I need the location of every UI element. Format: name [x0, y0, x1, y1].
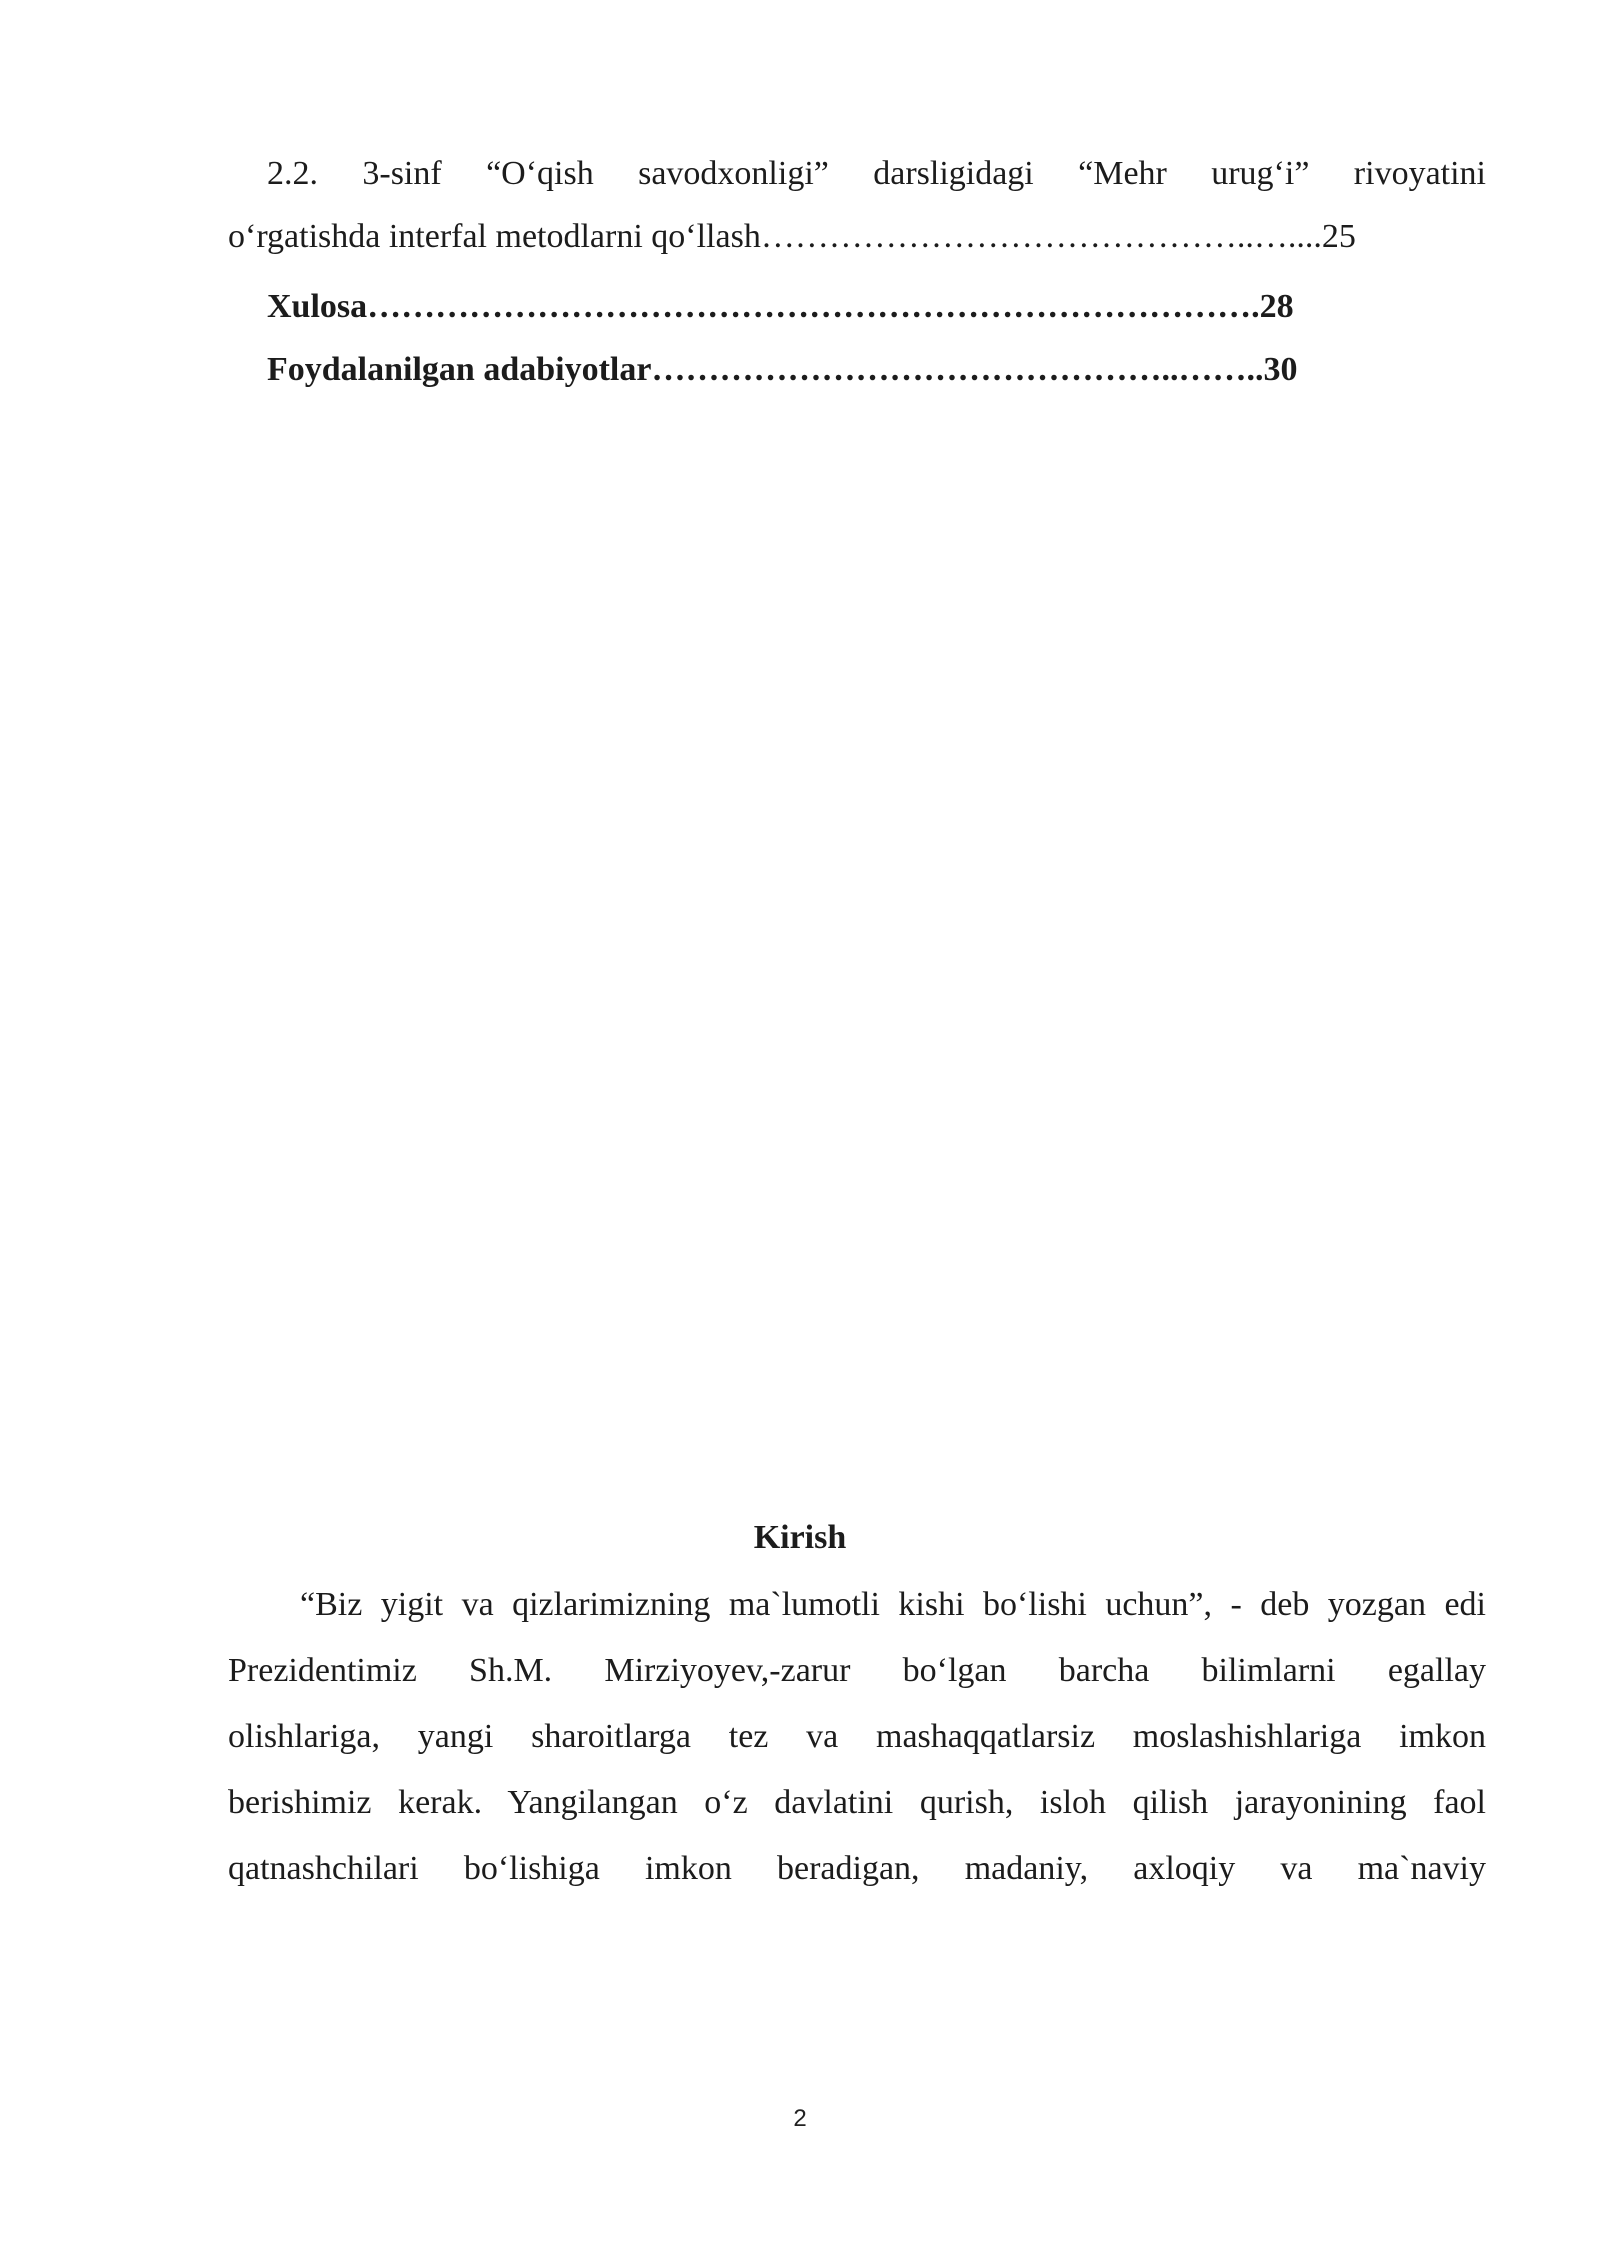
paragraph-line: berishimiz kerak. Yangilangan o‘z davlatini qurish, isloh qilish jarayonining faol — [228, 1784, 1486, 1821]
section-title: Kirish — [753, 1519, 847, 1556]
toc-entry-xulosa: Xulosa…………………………………………………………………….28 — [267, 288, 1294, 325]
paragraph-line: Prezidentimiz Sh.M. Mirziyoyev,-zarur bo‘lgan barcha bilimlarni egallay — [228, 1652, 1486, 1689]
toc-entry-2-2-line1: 2.2. 3-sinf “O‘qish savodxonligi” darsligidagi “Mehr urug‘i” rivoyatini — [267, 155, 1486, 192]
toc-entry-2-2-line2: o‘rgatishda interfal metodlarni qo‘llash……………………………………..…....25 — [228, 218, 1356, 255]
paragraph-line: “Biz yigit va qizlarimizning ma`lumotli kishi bo‘lishi uchun”, - deb yozgan edi — [300, 1586, 1486, 1623]
toc-entry-adabiyotlar: Foydalanilgan adabiyotlar………………………………………..……..30 — [267, 351, 1298, 388]
paragraph-line: qatnashchilari bo‘lishiga imkon beradigan, madaniy, axloqiy va ma`naviy — [228, 1850, 1486, 1887]
page-number: 2 — [793, 2105, 807, 2132]
paragraph-line: olishlariga, yangi sharoitlarga tez va mashaqqatlarsiz moslashishlariga imkon — [228, 1718, 1486, 1755]
